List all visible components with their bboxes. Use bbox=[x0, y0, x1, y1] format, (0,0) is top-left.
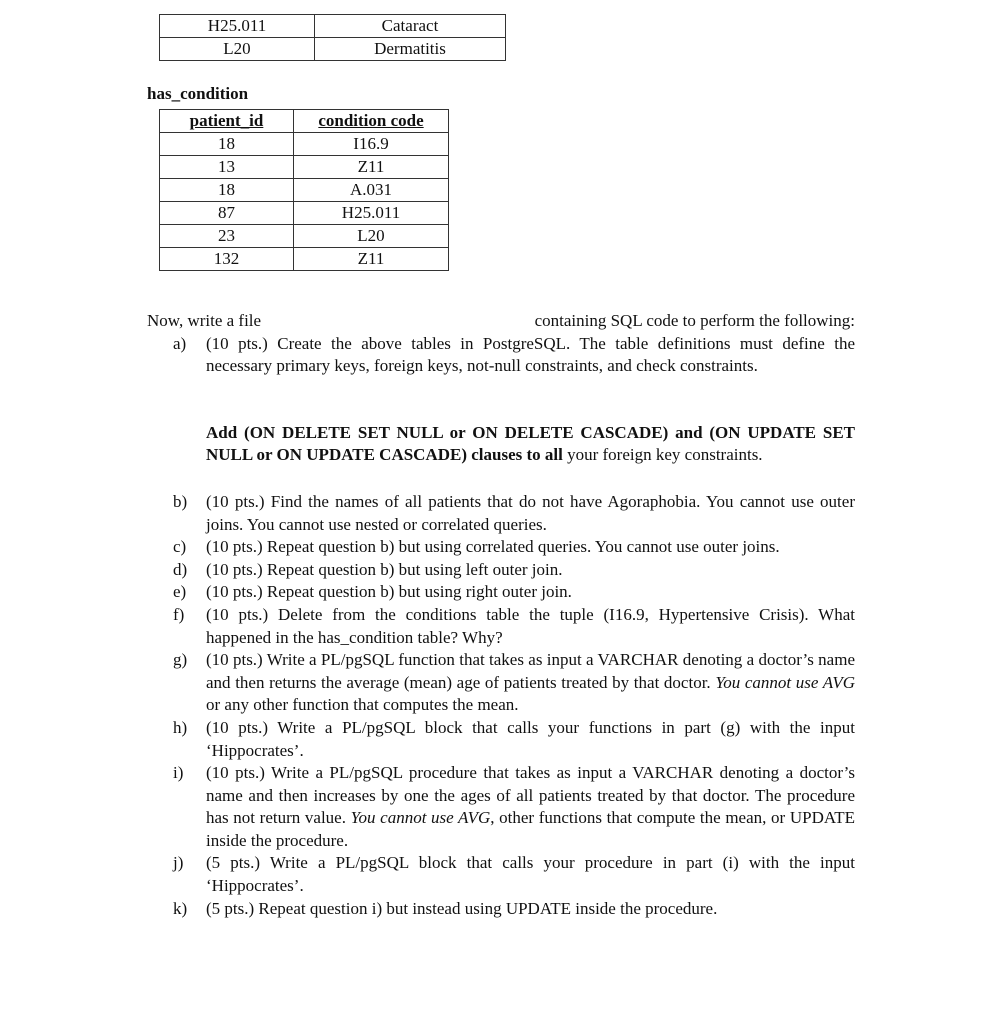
table-cell: Dermatitis bbox=[315, 38, 506, 61]
table-cell: 87 bbox=[160, 202, 294, 225]
table-cell: L20 bbox=[294, 225, 449, 248]
question-text-post: or any other function that computes the mean. bbox=[206, 695, 519, 715]
question-text-pre: (10 pts.) Write a PL/pgSQL function that takes as input a VARCHAR denoting a doctor’s name and then returns the average (mean) age of patients treated by that doctor. bbox=[206, 650, 855, 692]
question-text: (5 pts.) Write a PL/pgSQL block that calls your procedure in part (i) with the input ‘Hippocrates’. bbox=[206, 853, 855, 896]
question-text: (10 pts.) Write a PL/pgSQL block that calls your functions in part (g) with the input ‘Hippocrates’. bbox=[206, 717, 855, 760]
foreign-key-note bbox=[206, 422, 855, 467]
question-c bbox=[173, 536, 855, 559]
question-b bbox=[173, 491, 855, 536]
table-cell: 23 bbox=[160, 225, 294, 248]
table-cell: H25.011 bbox=[160, 15, 315, 38]
has-condition-title: has_condition bbox=[147, 84, 249, 103]
question-a bbox=[173, 333, 855, 378]
question-label: a) bbox=[173, 333, 187, 353]
question-text-pre: (10 pts.) Write a PL/pgSQL procedure that takes as input a VARCHAR denoting a doctor’s name and then increases by one the ages of all patients treated by that doctor. The procedure has not return value. bbox=[206, 763, 855, 828]
column-header-patient-id: patient_id bbox=[160, 110, 294, 133]
table-cell: H25.011 bbox=[294, 202, 449, 225]
question-text: (10 pts.) Repeat question b) but using left outer join. bbox=[206, 559, 563, 579]
question-label: g) bbox=[173, 650, 188, 670]
assignment-instructions bbox=[147, 310, 855, 920]
note-rest: your foreign key constraints. bbox=[562, 445, 763, 465]
question-label: e) bbox=[173, 582, 187, 602]
question-i bbox=[173, 762, 855, 852]
question-label: c) bbox=[173, 537, 187, 557]
table-row bbox=[160, 248, 449, 271]
question-text: (10 pts.) Repeat question b) but using correlated queries. You cannot use outer joins. bbox=[206, 537, 780, 557]
question-label: i) bbox=[173, 763, 184, 783]
table-row bbox=[160, 38, 506, 61]
question-text: (5 pts.) Repeat question i) but instead using UPDATE inside the procedure. bbox=[206, 898, 718, 918]
table-cell: I16.9 bbox=[294, 133, 449, 156]
table-row bbox=[160, 179, 449, 202]
table-header-row bbox=[160, 110, 449, 133]
question-label: d) bbox=[173, 559, 188, 579]
table-cell: 132 bbox=[160, 248, 294, 271]
has-condition-table bbox=[159, 109, 449, 271]
conditions-table bbox=[159, 14, 506, 61]
question-text-italic: You cannot use AVG bbox=[715, 672, 855, 692]
intro-line bbox=[147, 310, 855, 333]
question-label: b) bbox=[173, 491, 188, 511]
question-j bbox=[173, 852, 855, 897]
table-row bbox=[160, 15, 506, 38]
question-text bbox=[206, 649, 855, 717]
question-e bbox=[173, 581, 855, 604]
question-label: h) bbox=[173, 717, 188, 737]
table-cell: Cataract bbox=[315, 15, 506, 38]
question-d bbox=[173, 559, 855, 582]
question-text: (10 pts.) Delete from the conditions table the tuple (I16.9, Hypertensive Crisis). What happened in the has_condition table? Why? bbox=[206, 604, 855, 647]
question-h bbox=[173, 717, 855, 762]
note-bold: Add (ON DELETE SET NULL or ON DELETE CASCADE) and (ON UPDATE SET NULL or ON UPDATE CASCADE) clauses to all bbox=[206, 422, 855, 465]
table-cell: 18 bbox=[160, 179, 294, 202]
question-label: k) bbox=[173, 898, 188, 918]
table-cell: Z11 bbox=[294, 156, 449, 179]
table-row bbox=[160, 202, 449, 225]
question-text-italic: You cannot use AVG bbox=[350, 808, 491, 828]
intro-right: containing SQL code to perform the following: bbox=[534, 311, 855, 330]
table-cell: 13 bbox=[160, 156, 294, 179]
table-cell: Z11 bbox=[294, 248, 449, 271]
table-cell: L20 bbox=[160, 38, 315, 61]
intro-left: Now, write a file bbox=[147, 311, 262, 330]
question-text-post: , other functions that compute the mean, or UPDATE inside the procedure. bbox=[206, 808, 856, 850]
question-f bbox=[173, 604, 855, 649]
question-text bbox=[206, 762, 855, 852]
question-text: (10 pts.) Repeat question b) but using right outer join. bbox=[206, 582, 572, 602]
question-g bbox=[173, 649, 855, 717]
question-label: f) bbox=[173, 604, 185, 624]
table-row bbox=[160, 156, 449, 179]
column-header-condition-code: condition code bbox=[294, 110, 449, 133]
table-row bbox=[160, 225, 449, 248]
question-k bbox=[173, 898, 855, 921]
question-label: j) bbox=[173, 853, 184, 873]
table-row bbox=[160, 133, 449, 156]
question-text: (10 pts.) Find the names of all patients that do not have Agoraphobia. You cannot use outer joins. You cannot use nested or correlated queries. bbox=[206, 491, 855, 534]
table-cell: A.031 bbox=[294, 179, 449, 202]
table-cell: 18 bbox=[160, 133, 294, 156]
question-text: (10 pts.) Create the above tables in PostgreSQL. The table definitions must define the necessary primary keys, foreign keys, not-null constraints, and check constraints. bbox=[206, 333, 855, 376]
